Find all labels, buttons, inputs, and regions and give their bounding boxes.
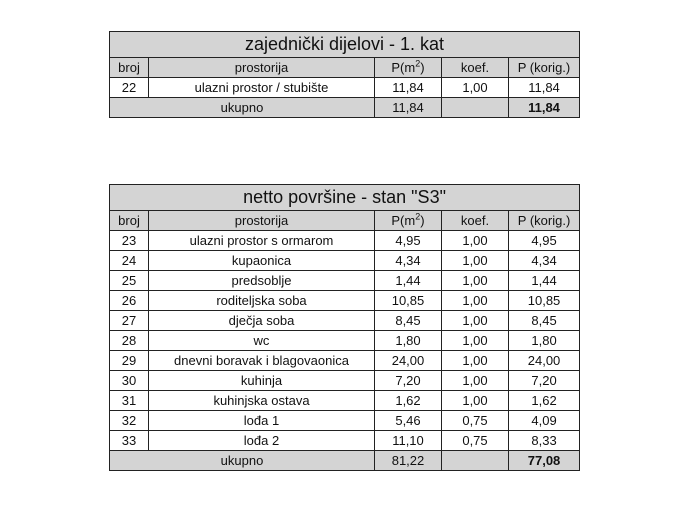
table-title: zajednički dijelovi - 1. kat (110, 32, 580, 58)
row-area: 1,62 (375, 391, 442, 411)
row-corrected: 1,80 (509, 331, 580, 351)
row-corrected: 4,34 (509, 251, 580, 271)
row-no: 28 (110, 331, 149, 351)
row-coef: 1,00 (442, 311, 509, 331)
table-row (110, 78, 580, 98)
total-row (110, 451, 580, 471)
header-corrected: P (korig.) (509, 58, 580, 78)
row-corrected: 4,09 (509, 411, 580, 431)
row-no: 23 (110, 231, 149, 251)
row-area: 4,34 (375, 251, 442, 271)
row-area: 5,46 (375, 411, 442, 431)
row-no: 32 (110, 411, 149, 431)
header-coef: koef. (442, 58, 509, 78)
row-area: 1,80 (375, 331, 442, 351)
table-title: netto površine - stan "S3" (110, 185, 580, 211)
row-room: wc (149, 331, 375, 351)
row-room: lođa 2 (149, 431, 375, 451)
row-room: ulazni prostor s ormarom (149, 231, 375, 251)
row-area: 7,20 (375, 371, 442, 391)
row-coef: 1,00 (442, 271, 509, 291)
table-row (110, 311, 580, 331)
row-no: 25 (110, 271, 149, 291)
row-room: kuhinja (149, 371, 375, 391)
row-coef: 1,00 (442, 291, 509, 311)
row-corrected: 1,44 (509, 271, 580, 291)
row-coef: 0,75 (442, 431, 509, 451)
row-room: predsoblje (149, 271, 375, 291)
row-room: lođa 1 (149, 411, 375, 431)
row-room: roditeljska soba (149, 291, 375, 311)
header-no: broj (110, 58, 149, 78)
table-row (110, 371, 580, 391)
row-coef: 1,00 (442, 78, 509, 98)
row-room: kuhinjska ostava (149, 391, 375, 411)
total-coef-empty (442, 98, 509, 118)
header-no: broj (110, 211, 149, 231)
row-no: 30 (110, 371, 149, 391)
table-row (110, 431, 580, 451)
row-no: 26 (110, 291, 149, 311)
row-no: 31 (110, 391, 149, 411)
row-no: 29 (110, 351, 149, 371)
row-corrected: 10,85 (509, 291, 580, 311)
header-row (110, 211, 580, 231)
total-area: 81,22 (375, 451, 442, 471)
row-no: 24 (110, 251, 149, 271)
table-row (110, 251, 580, 271)
table-row (110, 391, 580, 411)
total-label: ukupno (110, 451, 375, 471)
row-room: kupaonica (149, 251, 375, 271)
table-row (110, 271, 580, 291)
table-row (110, 331, 580, 351)
header-row (110, 58, 580, 78)
row-corrected: 1,62 (509, 391, 580, 411)
total-corrected: 77,08 (509, 451, 580, 471)
row-coef: 1,00 (442, 331, 509, 351)
row-area: 8,45 (375, 311, 442, 331)
row-area: 24,00 (375, 351, 442, 371)
total-corrected: 11,84 (509, 98, 580, 118)
row-coef: 1,00 (442, 251, 509, 271)
row-room: dječja soba (149, 311, 375, 331)
header-coef: koef. (442, 211, 509, 231)
row-no: 33 (110, 431, 149, 451)
total-area: 11,84 (375, 98, 442, 118)
common-areas-table (109, 31, 580, 118)
header-area: $P(m^2)$ (375, 58, 442, 78)
row-coef: 1,00 (442, 231, 509, 251)
header-area: $P(m^2)$ (375, 211, 442, 231)
row-coef: 1,00 (442, 371, 509, 391)
row-corrected: 8,33 (509, 431, 580, 451)
total-coef-empty (442, 451, 509, 471)
apartment-areas-table (109, 184, 580, 471)
row-coef: 0,75 (442, 411, 509, 431)
row-coef: 1,00 (442, 351, 509, 371)
row-corrected: 8,45 (509, 311, 580, 331)
table-row (110, 411, 580, 431)
row-corrected: 11,84 (509, 78, 580, 98)
table-row (110, 291, 580, 311)
row-area: 4,95 (375, 231, 442, 251)
total-row (110, 98, 580, 118)
row-no: 22 (110, 78, 149, 98)
row-area: 11,84 (375, 78, 442, 98)
row-area: 1,44 (375, 271, 442, 291)
row-room: ulazni prostor / stubište (149, 78, 375, 98)
row-coef: 1,00 (442, 391, 509, 411)
row-area: 10,85 (375, 291, 442, 311)
row-no: 27 (110, 311, 149, 331)
header-room: prostorija (149, 211, 375, 231)
row-area: 11,10 (375, 431, 442, 451)
row-corrected: 7,20 (509, 371, 580, 391)
table-row (110, 231, 580, 251)
row-corrected: 24,00 (509, 351, 580, 371)
total-label: ukupno (110, 98, 375, 118)
header-corrected: P (korig.) (509, 211, 580, 231)
table-row (110, 351, 580, 371)
row-room: dnevni boravak i blagovaonica (149, 351, 375, 371)
row-corrected: 4,95 (509, 231, 580, 251)
header-room: prostorija (149, 58, 375, 78)
